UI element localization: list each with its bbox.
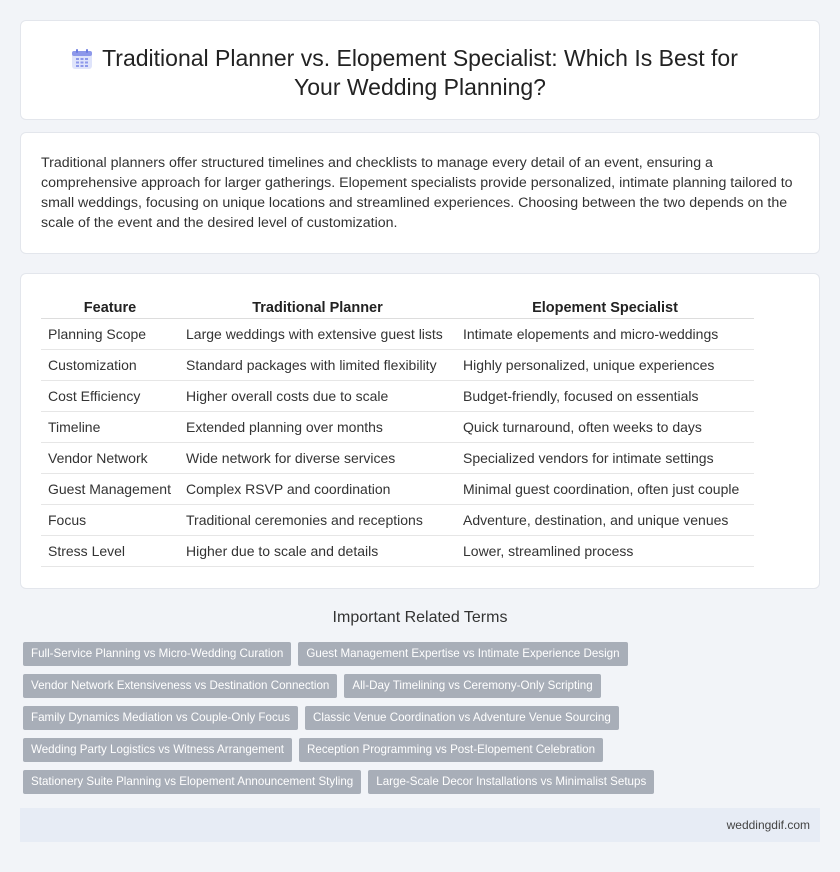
table-row (41, 504, 754, 535)
page-title-line-2: Your Wedding Planning? (294, 74, 546, 100)
table-cell: Planning Scope (41, 318, 179, 349)
tag-row (23, 706, 823, 730)
page-title (21, 44, 819, 102)
tag-row (23, 642, 823, 666)
table-row (41, 473, 754, 504)
related-term-tag[interactable]: Reception Programming vs Post-Elopement Celebration (299, 738, 603, 762)
related-term-tag[interactable]: Family Dynamics Mediation vs Couple-Only Focus (23, 706, 298, 730)
table-row (41, 349, 754, 380)
table-cell: Extended planning over months (179, 411, 456, 442)
table-cell: Guest Management (41, 473, 179, 504)
page-title-line-1: Traditional Planner vs. Elopement Specialist: Which Is Best for (102, 45, 738, 71)
intro-card (20, 132, 820, 254)
table-cell: Minimal guest coordination, often just couple (456, 473, 754, 504)
table-cell: Cost Efficiency (41, 380, 179, 411)
table-cell: Intimate elopements and micro-weddings (456, 318, 754, 349)
related-terms-list (23, 642, 823, 802)
table-row (41, 411, 754, 442)
related-term-tag[interactable]: Classic Venue Coordination vs Adventure Venue Sourcing (305, 706, 619, 730)
table-row (41, 535, 754, 566)
footer (20, 808, 820, 842)
header-traditional-planner: Traditional Planner (179, 296, 456, 318)
table-cell: Stress Level (41, 535, 179, 566)
related-term-tag[interactable]: Vendor Network Extensiveness vs Destination Connection (23, 674, 337, 698)
related-term-tag[interactable]: Large-Scale Decor Installations vs Minimalist Setups (368, 770, 654, 794)
table-cell: Vendor Network (41, 442, 179, 473)
table-cell: Complex RSVP and coordination (179, 473, 456, 504)
table-cell: Timeline (41, 411, 179, 442)
table-cell: Wide network for diverse services (179, 442, 456, 473)
table-cell: Budget-friendly, focused on essentials (456, 380, 754, 411)
related-term-tag[interactable]: Full-Service Planning vs Micro-Wedding Curation (23, 642, 291, 666)
table-cell: Highly personalized, unique experiences (456, 349, 754, 380)
tag-row (23, 738, 823, 762)
header-card (20, 20, 820, 120)
table-header-row (41, 296, 754, 318)
related-term-tag[interactable]: Wedding Party Logistics vs Witness Arrangement (23, 738, 292, 762)
tag-row (23, 770, 823, 794)
table-row (41, 442, 754, 473)
related-term-tag[interactable]: Stationery Suite Planning vs Elopement Announcement Styling (23, 770, 361, 794)
table-row (41, 380, 754, 411)
related-terms-title: Important Related Terms (332, 609, 508, 626)
table-cell: Lower, streamlined process (456, 535, 754, 566)
intro-text: Traditional planners offer structured timelines and checklists to manage every detail of an event, ensuring a comprehensive approach for larger gatherings. Elopement specialists provide personalized, intimate planning tailored to small weddings, focusing on unique locations and streamlined experiences. Choosing between the two depends on the scale of the event and the desired level of customization. (41, 155, 793, 231)
header-feature: Feature (41, 296, 179, 318)
related-term-tag[interactable]: Guest Management Expertise vs Intimate Experience Design (298, 642, 627, 666)
table-cell: Higher overall costs due to scale (179, 380, 456, 411)
comparison-table (41, 296, 754, 567)
table-cell: Customization (41, 349, 179, 380)
table-cell: Higher due to scale and details (179, 535, 456, 566)
table-cell: Large weddings with extensive guest lists (179, 318, 456, 349)
tag-row (23, 674, 823, 698)
header-elopement-specialist: Elopement Specialist (456, 296, 754, 318)
table-row (41, 318, 754, 349)
comparison-card (20, 273, 820, 589)
table-cell: Standard packages with limited flexibility (179, 349, 456, 380)
table-cell: Focus (41, 504, 179, 535)
table-cell: Adventure, destination, and unique venues (456, 504, 754, 535)
table-cell: Traditional ceremonies and receptions (179, 504, 456, 535)
table-cell: Specialized vendors for intimate settings (456, 442, 754, 473)
table-cell: Quick turnaround, often weeks to days (456, 411, 754, 442)
footer-site-link[interactable]: weddingdif.com (726, 818, 810, 832)
related-term-tag[interactable]: All-Day Timelining vs Ceremony-Only Scripting (344, 674, 600, 698)
